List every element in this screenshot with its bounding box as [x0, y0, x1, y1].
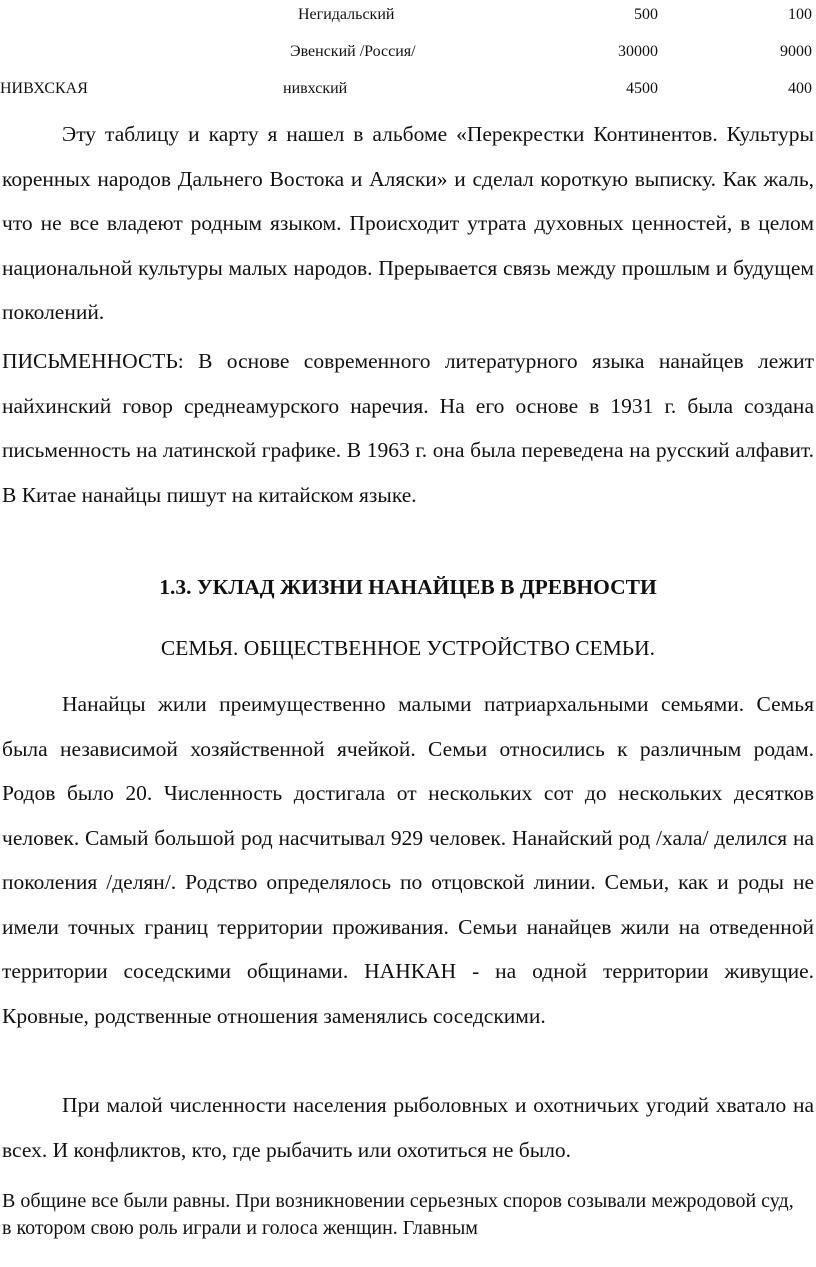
- table-row: [0, 80, 816, 104]
- table-row: [0, 43, 816, 67]
- subheading: СЕМЬЯ. ОБЩЕСТВЕННОЕ УСТРОЙСТВО СЕМЬИ.: [160, 636, 656, 660]
- language-cell: Негидальский: [298, 6, 395, 23]
- total-cell: 4500: [626, 80, 658, 97]
- paragraph-family: Нанайцы жили преимущественно малыми патриархальными семьями. Семья была независимой хозяйственной ячейкой. Семьи относились к различным родам. Родов было 20. Численность достигала от нескольких сот до нескольких десятков человек. Самый большой род насчитывал 929 человек. Нанайский род /хала/ делился на поколения /делян/. Родство определялось по отцовской линии. Семьи, как и роды не имели точных границ территории проживания. Семьи нанайцев жили на отведенной территории соседскими общинами. НАНКАН - на одной территории живущие. Кровные, родственные отношения заменялись соседскими.: [2, 692, 814, 1028]
- language-cell: Эвенский /Россия/: [290, 43, 416, 60]
- language-cell: нивхский: [283, 80, 348, 97]
- paragraph-community: В общине все были равны. При возникновении серьезных споров созывали межродовой суд, в котором свою роль играли и голоса женщин. Главным: [2, 1190, 794, 1239]
- speakers-cell: 9000: [780, 43, 812, 60]
- paragraph-resources: При малой численности населения рыболовных и охотничьих угодий хватало на всех. И конфликтов, кто, где рыбачить или охотиться не было.: [2, 1093, 814, 1162]
- total-cell: 30000: [618, 43, 658, 60]
- paragraph-writing: ПИСЬМЕННОСТЬ: В основе современного литературного языка нанайцев лежит найхинский говор среднеамурского наречия. На его основе в 1931 г. была создана письменность на латинской графике. В 1963 г. она была переведена на русский алфавит. В Китае нанайцы пишут на китайском языке.: [2, 349, 814, 507]
- total-cell: 500: [634, 6, 658, 23]
- region-cell: НИВХСКАЯ: [0, 80, 88, 97]
- speakers-cell: 400: [788, 80, 812, 97]
- paragraph-album-note: Эту таблицу и карту я нашел в альбоме «Перекрестки Континентов. Культуры коренных народов Дальнего Востока и Аляски» и сделал короткую выписку. Как жаль, что не все владеют родным языком. Происходит утрата духовных ценностей, в целом национальной культуры малых народов. Прерывается связь между прошлым и будущем поколений.: [2, 122, 814, 324]
- table-row: [0, 6, 816, 30]
- section-heading: 1.3. УКЛАД ЖИЗНИ НАНАЙЦЕВ В ДРЕВНОСТИ: [159, 575, 657, 599]
- speakers-cell: 100: [788, 6, 812, 23]
